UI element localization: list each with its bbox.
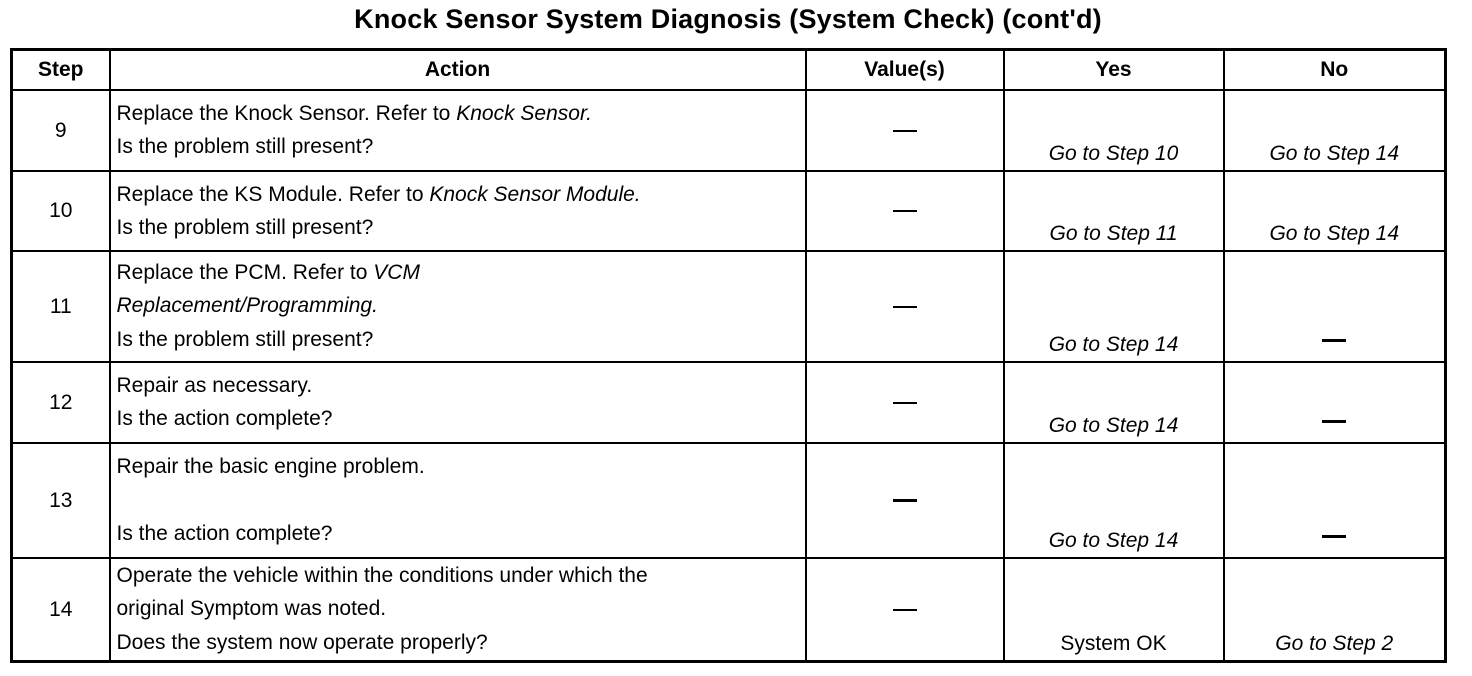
action-line (117, 450, 805, 483)
action-text: Replace the Knock Sensor. Refer to (116, 102, 457, 125)
yes-cell (1004, 251, 1224, 362)
action-line (117, 402, 805, 436)
action-reference: Knock Sensor Module. (429, 182, 641, 206)
action-line (117, 323, 805, 357)
yes-cell (1004, 362, 1224, 443)
value-cell (806, 362, 1004, 443)
no-dash (1322, 339, 1346, 342)
value-dash (893, 306, 917, 308)
table-row (12, 443, 1446, 558)
action-line (117, 559, 805, 592)
action-cell (110, 171, 806, 251)
action-line (117, 289, 805, 323)
yes-outcome: Go to Step 14 (1048, 414, 1179, 437)
no-cell (1224, 90, 1446, 171)
value-dash (893, 210, 917, 212)
action-line (117, 97, 805, 130)
no-cell (1224, 362, 1446, 443)
yes-outcome: Go to Step 14 (1048, 333, 1179, 356)
no-cell (1224, 251, 1446, 362)
column-header-yes: Yes (1004, 50, 1224, 91)
action-line (117, 517, 805, 551)
step-number: 13 (12, 443, 110, 558)
action-line (117, 130, 805, 164)
no-dash (1322, 535, 1346, 538)
value-cell (806, 558, 1004, 662)
yes-cell (1004, 443, 1224, 558)
column-header-no: No (1224, 50, 1446, 91)
action-line (117, 626, 805, 660)
step-number: 14 (12, 558, 110, 662)
table-row (12, 90, 1446, 171)
no-outcome: Go to Step 14 (1269, 142, 1400, 165)
action-text: Is the problem still present? (116, 215, 374, 239)
action-line (117, 369, 805, 402)
action-text: Does the system now operate properly? (116, 631, 488, 654)
table-row (12, 558, 1446, 662)
value-cell (806, 171, 1004, 251)
no-cell (1224, 558, 1446, 662)
action-text: Is the problem still present? (116, 135, 374, 158)
diagnosis-table (10, 48, 1447, 663)
value-cell (806, 90, 1004, 171)
action-cell (110, 443, 806, 558)
yes-cell (1004, 90, 1224, 171)
table-row (12, 251, 1446, 362)
value-dash (893, 130, 917, 132)
no-outcome: Go to Step 2 (1275, 632, 1394, 655)
action-text: Is the problem still present? (116, 328, 374, 351)
table-row (12, 171, 1446, 251)
action-line (117, 211, 805, 245)
action-cell (110, 362, 806, 443)
action-text: Replace the KS Module. Refer to (116, 182, 430, 206)
action-text: Repair the basic engine problem. (116, 455, 425, 478)
yes-cell (1004, 558, 1224, 662)
no-outcome: Go to Step 14 (1269, 222, 1400, 245)
yes-outcome: Go to Step 10 (1048, 142, 1179, 165)
page-title: Knock Sensor System Diagnosis (System Check) (cont'd) (354, 4, 1102, 34)
yes-outcome: Go to Step 14 (1048, 529, 1179, 552)
value-dash (893, 609, 917, 611)
step-number: 9 (12, 90, 110, 171)
column-header-action: Action (110, 50, 806, 91)
value-cell (806, 251, 1004, 362)
action-cell (110, 558, 806, 662)
action-line (117, 256, 805, 289)
action-text: Operate the vehicle within the conditions under which the (116, 564, 648, 587)
no-dash (1322, 420, 1346, 423)
action-text: Repair as necessary. (116, 374, 313, 397)
column-header-values: Value(s) (806, 50, 1004, 91)
action-text: Replace the PCM. Refer to (116, 261, 374, 284)
yes-outcome: Go to Step 11 (1049, 222, 1178, 245)
action-text: Is the action complete? (116, 407, 333, 430)
action-text: original Symptom was noted. (116, 597, 387, 620)
action-text: Is the action complete? (116, 522, 333, 545)
table-row (12, 362, 1446, 443)
yes-cell (1004, 171, 1224, 251)
action-cell (110, 90, 806, 171)
action-cell (110, 251, 806, 362)
no-cell (1224, 443, 1446, 558)
action-line (117, 483, 805, 517)
step-number: 10 (12, 171, 110, 251)
step-number: 12 (12, 362, 110, 443)
value-dash (893, 499, 917, 502)
action-reference: Replacement/Programming. (116, 294, 378, 317)
value-dash (893, 402, 917, 404)
step-number: 11 (12, 251, 110, 362)
table-header-row (12, 50, 1446, 91)
action-reference: VCM (373, 261, 420, 284)
yes-outcome: System OK (1060, 632, 1167, 655)
no-cell (1224, 171, 1446, 251)
value-cell (806, 443, 1004, 558)
column-header-step: Step (12, 50, 110, 91)
action-line (117, 178, 805, 211)
action-line (117, 592, 805, 626)
action-reference: Knock Sensor. (456, 102, 592, 125)
